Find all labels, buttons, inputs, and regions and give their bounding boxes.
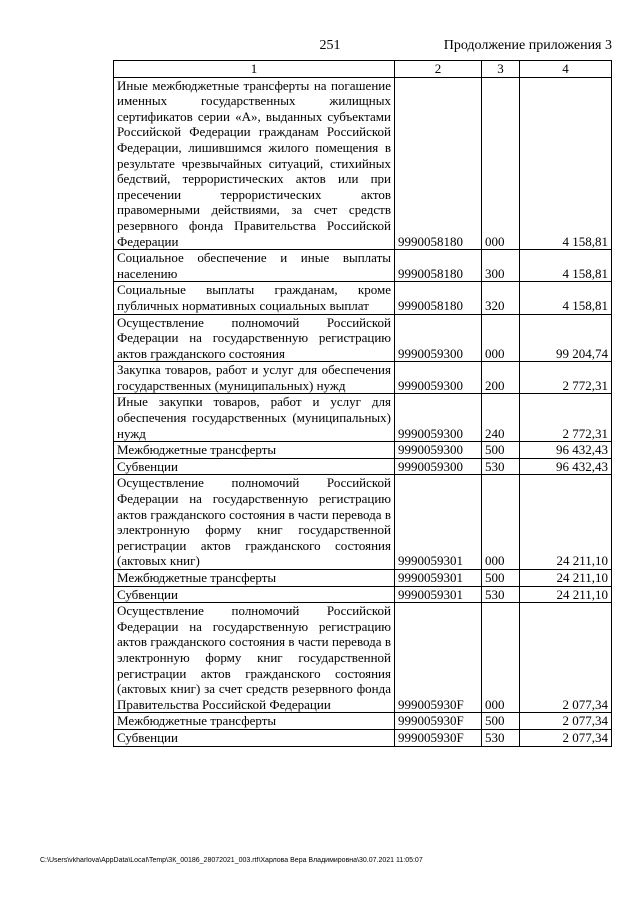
row-code: 9990059300 xyxy=(395,394,482,442)
row-type: 000 xyxy=(482,314,520,362)
row-name: Субвенции xyxy=(114,586,395,603)
table-row xyxy=(114,362,612,394)
column-header: 4 xyxy=(520,61,612,78)
row-name: Субвенции xyxy=(114,458,395,475)
row-amount: 96 432,43 xyxy=(520,442,612,459)
row-name: Межбюджетные трансферты xyxy=(114,442,395,459)
row-amount: 96 432,43 xyxy=(520,458,612,475)
row-type: 000 xyxy=(482,475,520,570)
row-type: 500 xyxy=(482,442,520,459)
row-code: 9990059301 xyxy=(395,475,482,570)
row-type: 240 xyxy=(482,394,520,442)
row-type: 500 xyxy=(482,570,520,587)
row-code: 9990058180 xyxy=(395,282,482,314)
row-type: 320 xyxy=(482,282,520,314)
table-row xyxy=(114,77,612,250)
row-amount: 2 077,34 xyxy=(520,713,612,730)
table-row xyxy=(114,586,612,603)
row-name: Межбюджетные трансферты xyxy=(114,570,395,587)
row-type: 500 xyxy=(482,713,520,730)
column-header: 1 xyxy=(114,61,395,78)
table-row xyxy=(114,475,612,570)
row-name: Социальное обеспечение и иные выплаты населению xyxy=(114,250,395,282)
column-header-row xyxy=(114,61,612,78)
page-number: 251 xyxy=(319,38,341,53)
row-amount: 24 211,10 xyxy=(520,570,612,587)
table-row xyxy=(114,394,612,442)
row-amount: 24 211,10 xyxy=(520,475,612,570)
row-amount: 24 211,10 xyxy=(520,586,612,603)
row-amount: 4 158,81 xyxy=(520,282,612,314)
row-code: 999005930F xyxy=(395,729,482,746)
budget-table xyxy=(113,60,612,747)
row-type: 530 xyxy=(482,458,520,475)
table-row xyxy=(114,282,612,314)
row-code: 9990058180 xyxy=(395,250,482,282)
table-row xyxy=(114,713,612,730)
row-name: Иные закупки товаров, работ и услуг для обеспечения государственных (муниципальных) нужд xyxy=(114,394,395,442)
row-code: 9990059300 xyxy=(395,314,482,362)
table-row xyxy=(114,314,612,362)
row-name: Иные межбюджетные трансферты на погашение именных государственных жилищных сертификатов серии «А», выданных субъектами Российской Федерации гражданам Российской Федерации, лишившимся жилого помещения в результате чрезвычайных ситуаций, стихийных бедствий, террористических актов или при пресечении террористических актов правомерными действиями, за счет средств резервного фонда Правительства Российской Федерации xyxy=(114,77,395,250)
row-code: 9990059300 xyxy=(395,362,482,394)
row-name: Осуществление полномочий Российской Федерации на государственную регистрацию актов гражданского состояния в части перевода в электронную форму книг государственной регистрации актов гражданского состояния (актовых книг) xyxy=(114,475,395,570)
row-name: Закупка товаров, работ и услуг для обеспечения государственных (муниципальных) нужд xyxy=(114,362,395,394)
row-amount: 2 077,34 xyxy=(520,729,612,746)
file-path-footer: C:\Users\vkharlova\AppData\Local\Temp\ЗК_00186_28072021_003.rtf\Харлова Вера Владимировна\30.07.2021 11:05:07 xyxy=(40,857,423,864)
row-name: Осуществление полномочий Российской Федерации на государственную регистрацию актов гражданского состояния xyxy=(114,314,395,362)
row-amount: 2 772,31 xyxy=(520,362,612,394)
continuation-label: Продолжение приложения 3 xyxy=(443,38,612,53)
row-code: 9990059300 xyxy=(395,458,482,475)
row-amount: 4 158,81 xyxy=(520,77,612,250)
row-code: 9990059300 xyxy=(395,442,482,459)
table-row xyxy=(114,729,612,746)
row-name: Межбюджетные трансферты xyxy=(114,713,395,730)
row-code: 9990059301 xyxy=(395,570,482,587)
row-type: 530 xyxy=(482,729,520,746)
row-code: 999005930F xyxy=(395,713,482,730)
row-type: 300 xyxy=(482,250,520,282)
row-type: 530 xyxy=(482,586,520,603)
row-amount: 2 772,31 xyxy=(520,394,612,442)
table-row xyxy=(114,603,612,713)
table-row xyxy=(114,442,612,459)
row-code: 9990058180 xyxy=(395,77,482,250)
column-header: 3 xyxy=(482,61,520,78)
row-type: 000 xyxy=(482,77,520,250)
table-row xyxy=(114,458,612,475)
table-row xyxy=(114,570,612,587)
row-amount: 4 158,81 xyxy=(520,250,612,282)
row-code: 999005930F xyxy=(395,603,482,713)
column-header: 2 xyxy=(395,61,482,78)
table-row xyxy=(114,250,612,282)
row-code: 9990059301 xyxy=(395,586,482,603)
row-type: 000 xyxy=(482,603,520,713)
row-amount: 2 077,34 xyxy=(520,603,612,713)
row-name: Субвенции xyxy=(114,729,395,746)
row-amount: 99 204,74 xyxy=(520,314,612,362)
row-type: 200 xyxy=(482,362,520,394)
row-name: Социальные выплаты гражданам, кроме публичных нормативных социальных выплат xyxy=(114,282,395,314)
row-name: Осуществление полномочий Российской Федерации на государственную регистрацию актов гражданского состояния в части перевода в электронную форму книг государственной регистрации актов гражданского состояния (актовых книг) за счет средств резервного фонда Правительства Российской Федерации xyxy=(114,603,395,713)
